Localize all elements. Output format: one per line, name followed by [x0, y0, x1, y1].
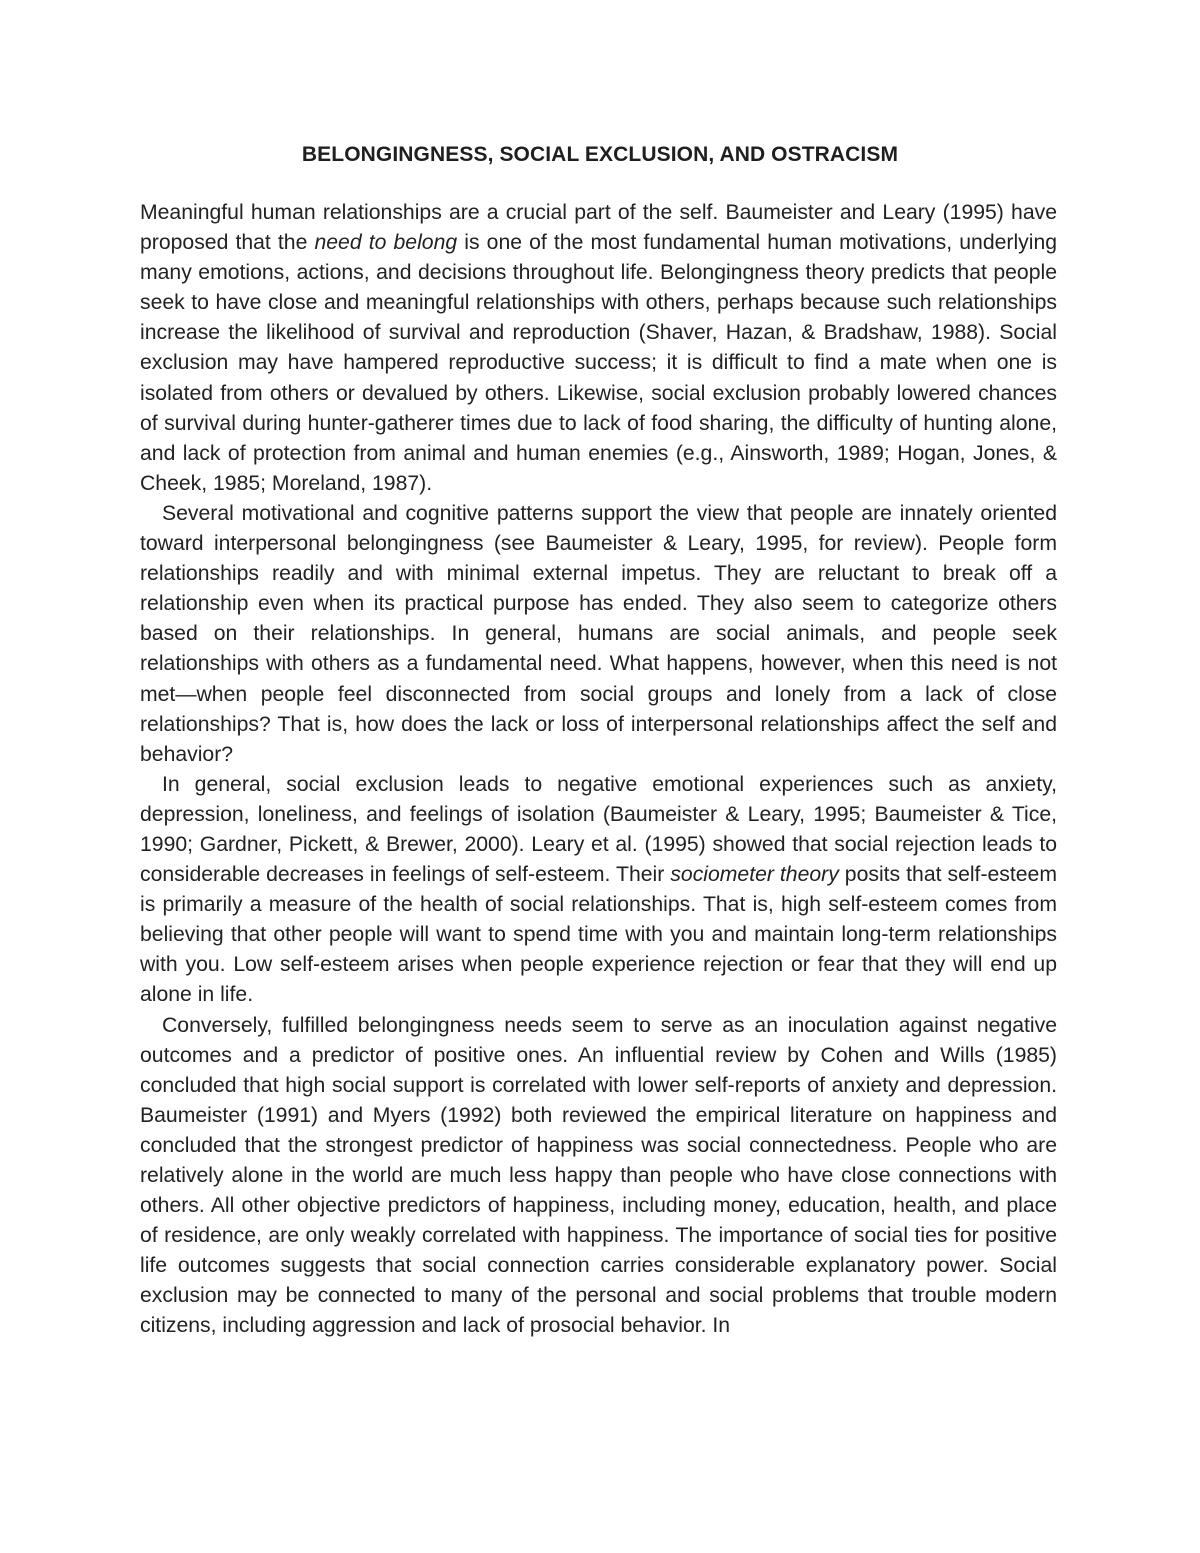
- document-body: [140, 198, 1057, 1342]
- paragraph-3-text-end: posits that self-esteem is primarily a measure of the health of social relationships. That is, high self-esteem comes from believing that other people will want to spend time with you and maintain long-term relationships with you. Low self-esteem arises when people experience rejection or fear that they will end up alone in life.: [140, 863, 1057, 1007]
- paragraph-1: [140, 198, 1057, 499]
- paragraph-1-text-end: is one of the most fundamental human motivations, underlying many emotions, actions, and decisions throughout life. Belongingness theory predicts that people seek to have close and meaningful relationships with others, perhaps because such relationships increase the likelihood of survival and reproduction (Shaver, Hazan, & Bradshaw, 1988). Social exclusion may have hampered reproductive success; it is difficult to find a mate when one is isolated from others or devalued by others. Likewise, social exclusion probably lowered chances of survival during hunter-gatherer times due to lack of food sharing, the difficulty of hunting alone, and lack of protection from animal and human enemies (e.g., Ainsworth, 1989; Hogan, Jones, & Cheek, 1985; Moreland, 1987).: [140, 231, 1058, 495]
- paragraph-3-emphasis-sociometer-theory: sociometer theory: [670, 863, 839, 887]
- paragraph-4: Conversely, fulfilled belongingness needs seem to serve as an inoculation against negative outcomes and a predictor of positive ones. An influential review by Cohen and Wills (1985) concluded that high social support is correlated with lower self-reports of anxiety and depression. Baumeister (1991) and Myers (1992) both reviewed the empirical literature on happiness and concluded that the strongest predictor of happiness was social connectedness. People who are relatively alone in the world are much less happy than people who have close connections with others. All other objective predictors of happiness, including money, education, health, and place of residence, are only weakly correlated with happiness. The importance of social ties for positive life outcomes suggests that social connection carries considerable explanatory power. Social exclusion may be connected to many of the personal and social problems that trouble modern citizens, including aggression and lack of prosocial behavior. In: [140, 1013, 1057, 1338]
- paragraph-3: [140, 770, 1057, 1011]
- paragraph-1-emphasis-need-to-belong: need to belong: [314, 231, 458, 255]
- paragraph-2: Several motivational and cognitive patterns support the view that people are innately oriented toward interpersonal belongingness (see Baumeister & Leary, 1995, for review). People form relationships readily and with minimal external impetus. They are reluctant to break off a relationship even when its practical purpose has ended. They also seem to categorize others based on their relationships. In general, humans are social animals, and people seek relationships with others as a fundamental need. What happens, however, when this need is not met—when people feel disconnected from social groups and lonely from a lack of close relationships? That is, how does the lack or loss of interpersonal relationships affect the self and behavior?: [140, 501, 1057, 766]
- document-title: BELONGINGNESS, SOCIAL EXCLUSION, AND OSTRACISM: [301, 143, 899, 166]
- paragraph-3-text-start: In general, social exclusion leads to negative emotional experiences such as anxiety, depression, loneliness, and feelings of isolation (Baumeister & Leary, 1995; Baumeister & Tice, 1990; Gardner, Pickett, & Brewer, 2000). Leary et al. (1995) showed that social rejection leads to considerable decreases in feelings of self-esteem. Their: [140, 772, 1057, 887]
- paragraph-1-text-start: Meaningful human relationships are a crucial part of the self. Baumeister and Leary (1995) have proposed that the: [140, 201, 1057, 255]
